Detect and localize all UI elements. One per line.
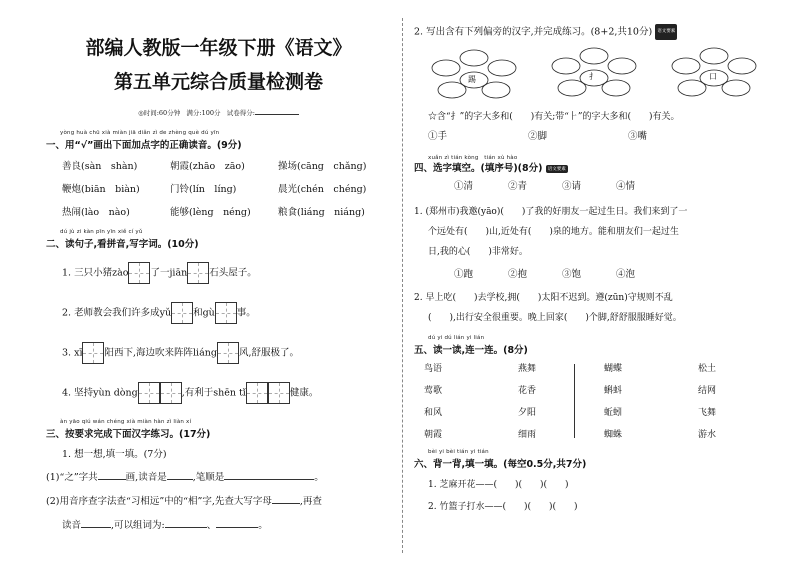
- r2-heading: [414, 24, 784, 40]
- writing-box[interactable]: [217, 342, 239, 364]
- text: 和gù: [193, 307, 215, 319]
- s3-line-3: [62, 518, 391, 533]
- section-4-pinyin: xuǎn zì tián kòng tián xù hào: [428, 155, 518, 161]
- option[interactable]: ④情: [616, 181, 636, 192]
- writing-box[interactable]: [138, 382, 160, 404]
- option[interactable]: ③请: [562, 181, 582, 192]
- matching-area: [414, 358, 784, 446]
- writing-box[interactable]: [171, 302, 193, 324]
- answer-blank[interactable]: [272, 494, 300, 504]
- section-4-heading: [414, 155, 784, 174]
- section-5-heading: [414, 335, 784, 356]
- section-2-pinyin: dú jù zi kàn pīn yīn xiě cí yǔ: [60, 229, 143, 235]
- text: 事。: [236, 307, 256, 319]
- match-item[interactable]: 蝴蝶: [604, 364, 623, 374]
- answer-blank[interactable]: [98, 470, 126, 480]
- exam-meta: [46, 108, 391, 117]
- writing-box[interactable]: [82, 342, 104, 364]
- match-col-3: [604, 358, 622, 446]
- cloud: [728, 58, 756, 74]
- text: ,可以组词为:: [111, 520, 165, 531]
- answer-blank[interactable]: [167, 470, 193, 480]
- section-3-heading: [46, 419, 391, 440]
- reading-item[interactable]: 朝霞(zhāo zāo): [170, 161, 245, 172]
- match-item[interactable]: 松土: [698, 364, 717, 374]
- r4-options-2: [454, 268, 784, 282]
- option[interactable]: ②青: [508, 181, 528, 192]
- match-item[interactable]: 朝霞: [424, 430, 443, 440]
- cloud: [580, 48, 608, 64]
- r4-paragraph-2: [414, 288, 784, 328]
- section-2-title: 二、读句子,看拼音,写字词。(10分): [46, 239, 199, 250]
- match-item[interactable]: 结网: [698, 386, 717, 396]
- answer-blank[interactable]: [216, 518, 258, 528]
- writing-box[interactable]: [268, 382, 290, 404]
- answer-blank[interactable]: [224, 470, 314, 480]
- reading-item[interactable]: 门铃(lín líng): [170, 184, 237, 195]
- text: ( ),出行安全很重要。晚上回家( )个脚,舒舒服服睡好觉。: [428, 313, 682, 323]
- text: ,再查: [299, 496, 322, 507]
- section-5-pinyin: dú yi dú lián yi lián: [428, 335, 485, 341]
- matching-divider: [574, 364, 575, 438]
- badge: 语文要素: [547, 166, 566, 172]
- s2-question-3: [62, 342, 391, 364]
- cloud: [608, 58, 636, 74]
- section-1-title: 一、用“√”画出下面加点字的正确读音。(9分): [46, 140, 242, 151]
- match-item[interactable]: 游水: [698, 430, 717, 440]
- section-6-heading: [414, 449, 784, 470]
- cloud: [460, 50, 488, 66]
- section-1-pinyin: yòng huà chū xià miàn jiā diǎn zì de zhèng què dú yīn: [60, 130, 220, 136]
- reading-item[interactable]: 粮食(liáng niáng): [278, 207, 365, 218]
- r6-line-2: 2. 竹篮子打水——( )( )( ): [428, 502, 578, 512]
- badge: 语文要素: [655, 24, 677, 40]
- text: 2. 早上吃( )去学校,拥( )太阳不迟到。遵(zūn)守规则不乱: [414, 293, 673, 303]
- text: 健康。: [289, 387, 319, 399]
- writing-box[interactable]: [246, 382, 268, 404]
- text: 了一jiān: [150, 267, 188, 279]
- match-item[interactable]: 和风: [424, 408, 443, 418]
- option[interactable]: ④泡: [616, 269, 636, 280]
- section-1-heading: [46, 130, 391, 151]
- section-3-title: 三、按要求完成下面汉字练习。(17分): [46, 429, 211, 440]
- match-item[interactable]: 飞舞: [698, 408, 717, 418]
- writing-box[interactable]: [128, 262, 150, 284]
- s3-line-2: [46, 494, 391, 509]
- option[interactable]: ①跑: [454, 269, 474, 280]
- section-5-title: 五、读一读,连一连。(8分): [414, 345, 528, 356]
- cloud: [700, 48, 728, 64]
- text: (2)用音序查字法查“习相远”中的“相”字,先查大写字母: [46, 496, 272, 507]
- reading-item[interactable]: 鞭炮(biān biàn): [62, 184, 140, 195]
- text: ,有利于shēn tǐ: [181, 387, 246, 399]
- text: 画,读音是: [125, 472, 167, 483]
- match-item[interactable]: 蝌蚪: [604, 386, 623, 396]
- radical-diagrams: [414, 44, 784, 106]
- reading-row-1: [62, 155, 391, 178]
- option[interactable]: ③饱: [562, 269, 582, 280]
- reading-item[interactable]: 善良(sàn shàn): [62, 161, 138, 172]
- option[interactable]: ①手: [428, 131, 448, 142]
- time-label: ◎时间:60分钟: [138, 109, 181, 117]
- section-6-title: 六、背一背,填一填。(每空0.5分,共7分): [414, 459, 587, 470]
- r4-paragraph-1: [414, 202, 784, 262]
- text: ,笔顺是: [192, 472, 225, 483]
- text: 读音: [62, 520, 82, 531]
- page-title: 部编人教版一年级下册《语文》: [85, 37, 352, 59]
- reading-item[interactable]: 晨光(chén chéng): [278, 184, 367, 195]
- text: (1)“之”字共: [46, 472, 98, 483]
- right-column: [414, 0, 784, 561]
- r6-line-1: 1. 芝麻开花——( )( )( ): [428, 480, 569, 490]
- s2-question-4: [62, 382, 391, 404]
- match-col-1: [424, 358, 442, 446]
- option[interactable]: ②脚: [528, 131, 548, 142]
- s3-question-1: 1. 想一想,填一填。(7分): [62, 449, 167, 460]
- option[interactable]: ①清: [454, 181, 474, 192]
- text: 日,我的心( )非常好。: [428, 247, 528, 257]
- r2-hint: ☆含“扌”的字大多和( )有关;带“⺊”的字大多和( )有关。: [428, 112, 680, 122]
- option[interactable]: ②抱: [508, 269, 528, 280]
- page-subtitle: 第五单元综合质量检测卷: [113, 71, 323, 93]
- text: 。: [314, 472, 324, 483]
- match-item[interactable]: 莺歌: [424, 386, 443, 396]
- full-score-label: 满分:100分: [186, 109, 221, 117]
- text: 风,舒服极了。: [238, 347, 299, 359]
- reading-row-3: [62, 201, 391, 224]
- match-col-2: [518, 358, 536, 446]
- reading-row-2: [62, 178, 391, 201]
- cloud-char-3: 口: [709, 72, 717, 81]
- cloud: [488, 60, 516, 76]
- match-item[interactable]: 夕阳: [518, 408, 537, 418]
- score-label: 试卷得分:: [226, 109, 255, 117]
- text: 3. xī: [62, 347, 83, 359]
- option[interactable]: ③嘴: [628, 131, 648, 142]
- left-column: [46, 0, 391, 561]
- section-4-title: 四、选字填空。(填序号)(8分): [414, 163, 543, 174]
- cloud: [432, 60, 460, 76]
- text: 阳西下,海边吹来阵阵liáng: [104, 347, 217, 359]
- section-6-pinyin: bèi yi bèi tián yi tián: [428, 449, 489, 455]
- reading-item[interactable]: 能够(lèng néng): [170, 207, 251, 218]
- section-2-heading: [46, 229, 391, 250]
- match-item[interactable]: 蚯蚓: [604, 408, 623, 418]
- r2-options: [428, 130, 784, 144]
- reading-item[interactable]: 操场(cāng chǎng): [278, 161, 367, 172]
- cloud: [552, 58, 580, 74]
- text: 。: [258, 520, 268, 531]
- section-3-pinyin: àn yāo qiú wán chéng xià miàn hàn zì liàn xí: [60, 419, 192, 425]
- section-1-items: [46, 155, 391, 224]
- r2-title: 2. 写出含有下列偏旁的汉字,并完成练习。(8+2,共10分): [414, 26, 653, 38]
- answer-blank[interactable]: [165, 518, 207, 528]
- writing-box[interactable]: [160, 382, 182, 404]
- answer-blank[interactable]: [81, 518, 111, 528]
- reading-item[interactable]: 热闹(lào nào): [62, 207, 130, 218]
- score-blank[interactable]: [255, 114, 299, 115]
- s3-line-1: [46, 470, 391, 485]
- r4-options-1: [454, 180, 784, 194]
- writing-box[interactable]: [215, 302, 237, 324]
- match-item[interactable]: 鸟语: [424, 364, 443, 374]
- match-item[interactable]: 燕舞: [518, 364, 537, 374]
- text: 石头屋子。: [209, 267, 257, 279]
- match-item[interactable]: 细雨: [518, 430, 537, 440]
- text: 1. 三只小猪zào: [62, 267, 129, 279]
- text: 2. 老师教会我们许多成yǔ: [62, 307, 172, 319]
- text: 个远处有( )山,近处有( )泉的地方。能和朋友们一起过生: [428, 227, 679, 237]
- text: 4. 坚持yùn dòng: [62, 387, 138, 399]
- cloud-char-2: 扌: [589, 72, 597, 81]
- match-item[interactable]: 蜘蛛: [604, 430, 623, 440]
- s2-question-2: [62, 302, 391, 324]
- writing-box[interactable]: [187, 262, 209, 284]
- cloud: [672, 58, 700, 74]
- text: 1. (郑州市)我邀(yāo)( )了我的好朋友一起过生日。我们来到了一: [414, 207, 688, 217]
- match-col-4: [698, 358, 716, 446]
- column-divider: [402, 18, 403, 553]
- s2-question-1: [62, 262, 391, 284]
- text: 、: [206, 520, 217, 531]
- cloud-char-1: 踢: [468, 75, 476, 84]
- match-item[interactable]: 花香: [518, 386, 537, 396]
